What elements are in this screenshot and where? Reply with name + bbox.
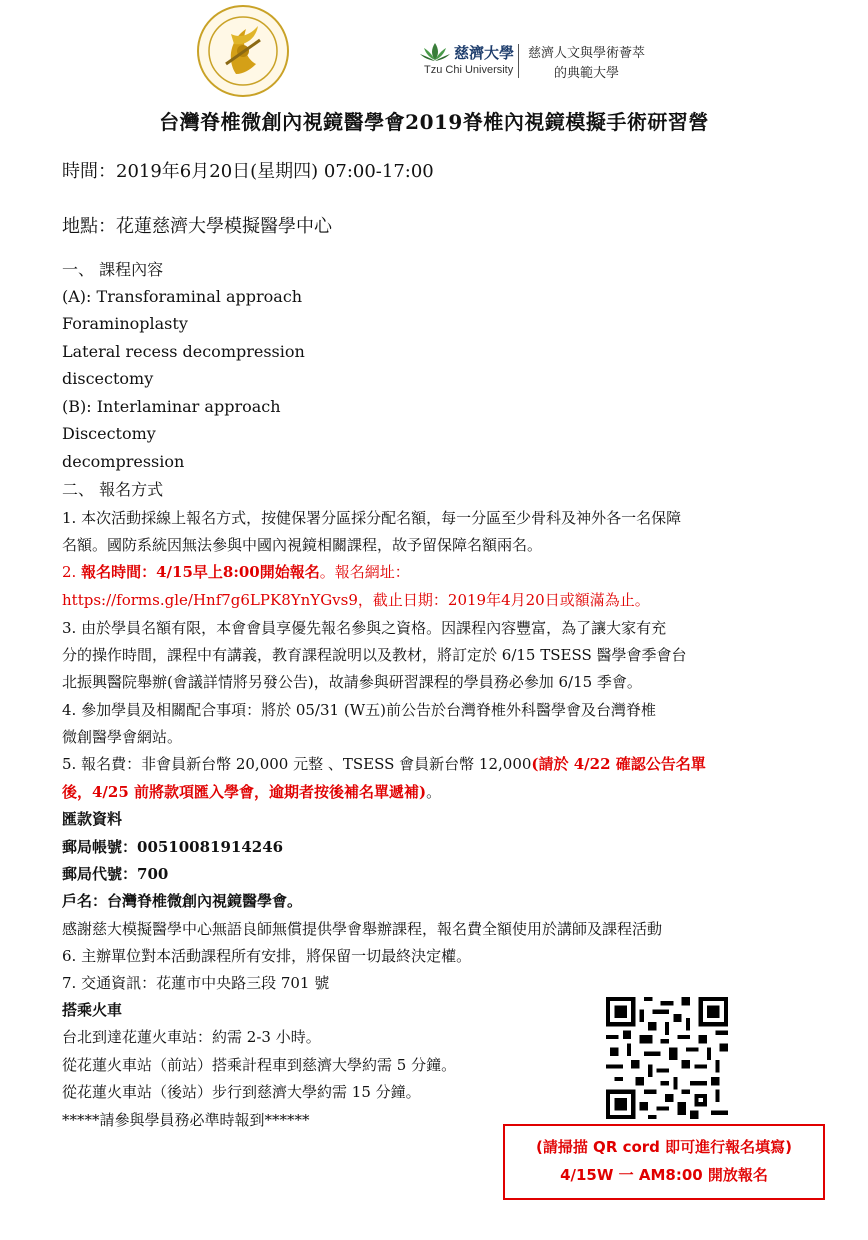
item1-line1: 1. 本次活動採線上報名方式，按健保署分區採分配名額，每一分區至少骨科及神外各一名保障 [62,509,682,527]
course-b-item: Discectomy [62,424,156,443]
item5-line2 [62,781,441,803]
header-divider [518,44,519,78]
train-line1: 台北到達花蓮火車站：約需 2-3 小時。 [62,1028,321,1046]
train-heading: 搭乘火車 [62,1001,123,1019]
course-a-item: Lateral recess decompression [62,342,305,361]
time-line: 時間：2019年6月20日(星期四) 07:00-17:00 [62,161,434,182]
tzu-chi-university-logo [418,40,668,84]
slogan-line2: 的典範大學 [554,66,620,81]
course-a-heading: (A): Transforaminal approach [62,287,303,306]
item2-rest: 。報名網址： [319,563,410,581]
section1-heading: 一、 課程內容 [62,260,164,279]
tzu-chi-name-cn: 慈濟大學 [454,44,515,62]
qr-code[interactable] [606,997,728,1119]
section2-heading: 二、 報名方式 [62,480,164,499]
fee-text: 5. 報名費：非會員新台幣 20,000 元整 、TSESS 會員新台幣 12,000 [62,755,532,773]
thanks-line: 感謝慈大模擬醫學中心無語良師無償提供學會舉辦課程，報名費全額使用於講師及課程活動 [62,920,663,938]
registration-url[interactable]: https://forms.gle/Hnf7g6LPK8YnYGvs9，截止日期：2019年4月20日或額滿為止。 [62,591,650,609]
fee-deadline-note-cont: 後，4/25 前將款項匯入學會，逾期者按後補名單遞補) [62,783,427,801]
society-seal-logo [196,4,290,98]
remit-heading: 匯款資料 [62,810,123,828]
lotus-logo [418,40,452,64]
item2-prefix: 2. [62,563,82,581]
tzu-chi-name-en: Tzu Chi University [424,64,514,76]
item2-line1 [62,561,410,583]
item7-line: 7. 交通資訊：花蓮市中央路三段 701 號 [62,974,330,992]
item4-line1: 4. 參加學員及相關配合事項：將於 05/31 (W五)前公告於台灣脊椎外科醫學會及台灣脊椎 [62,701,656,719]
document-title: 台灣脊椎微創內視鏡醫學會2019脊椎內視鏡模擬手術研習營 [159,110,709,134]
qr-callout-box [503,1124,825,1200]
item4-line2: 微創醫學會網站。 [62,728,183,746]
train-line3: 從花蓮火車站（後站）步行到慈濟大學約需 15 分鐘。 [62,1083,421,1101]
course-a-item: Foraminoplasty [62,314,188,333]
item1-line2: 名額。國防系統因無法參與中國內視鏡相關課程，故予留保障名額兩名。 [62,536,543,554]
train-line2: 從花蓮火車站（前站）搭乘計程車到慈濟大學約需 5 分鐘。 [62,1056,457,1074]
postal-code: 郵局代號：700 [62,865,169,883]
qr-callout-line1: (請掃描 QR cord 即可進行報名填寫) [535,1138,792,1156]
course-b-item: decompression [62,452,185,471]
registration-time: 報名時間：4/15早上8:00開始報名 [81,563,320,581]
item3-line1: 3. 由於學員名額有限，本會會員享優先報名參與之資格。因課程內容豐富，為了讓大家有充 [62,619,667,637]
account-name: 戶名：台灣脊椎微創內視鏡醫學會。 [62,892,303,910]
postal-account: 郵局帳號：00510081914246 [62,838,284,856]
course-a-item: discectomy [62,369,154,388]
reminder-line: *****請參與學員務必準時報到****** [62,1111,310,1129]
course-b-heading: (B): Interlaminar approach [62,397,281,416]
place-line: 地點：花蓮慈濟大學模擬醫學中心 [62,216,332,237]
slogan-line1: 慈濟人文與學術薈萃 [528,46,646,61]
item6-line: 6. 主辦單位對本活動課程所有安排，將保留一切最終決定權。 [62,947,472,965]
item3-line2: 分的操作時間，課程中有講義，教育課程說明以及教材，將訂定於 6/15 TSESS 醫學會季會台 [62,646,687,664]
qr-callout-line2: 4/15W 一 AM8:00 開放報名 [560,1166,768,1184]
item3-line3: 北振興醫院舉辦(會議詳情將另發公告)，故請參與研習課程的學員務必參加 6/15 季會。 [62,673,642,691]
item5-end: 。 [426,783,442,801]
item5-line1 [62,753,706,775]
fee-deadline-note: (請於 4/22 確認公告名單 [531,755,706,773]
